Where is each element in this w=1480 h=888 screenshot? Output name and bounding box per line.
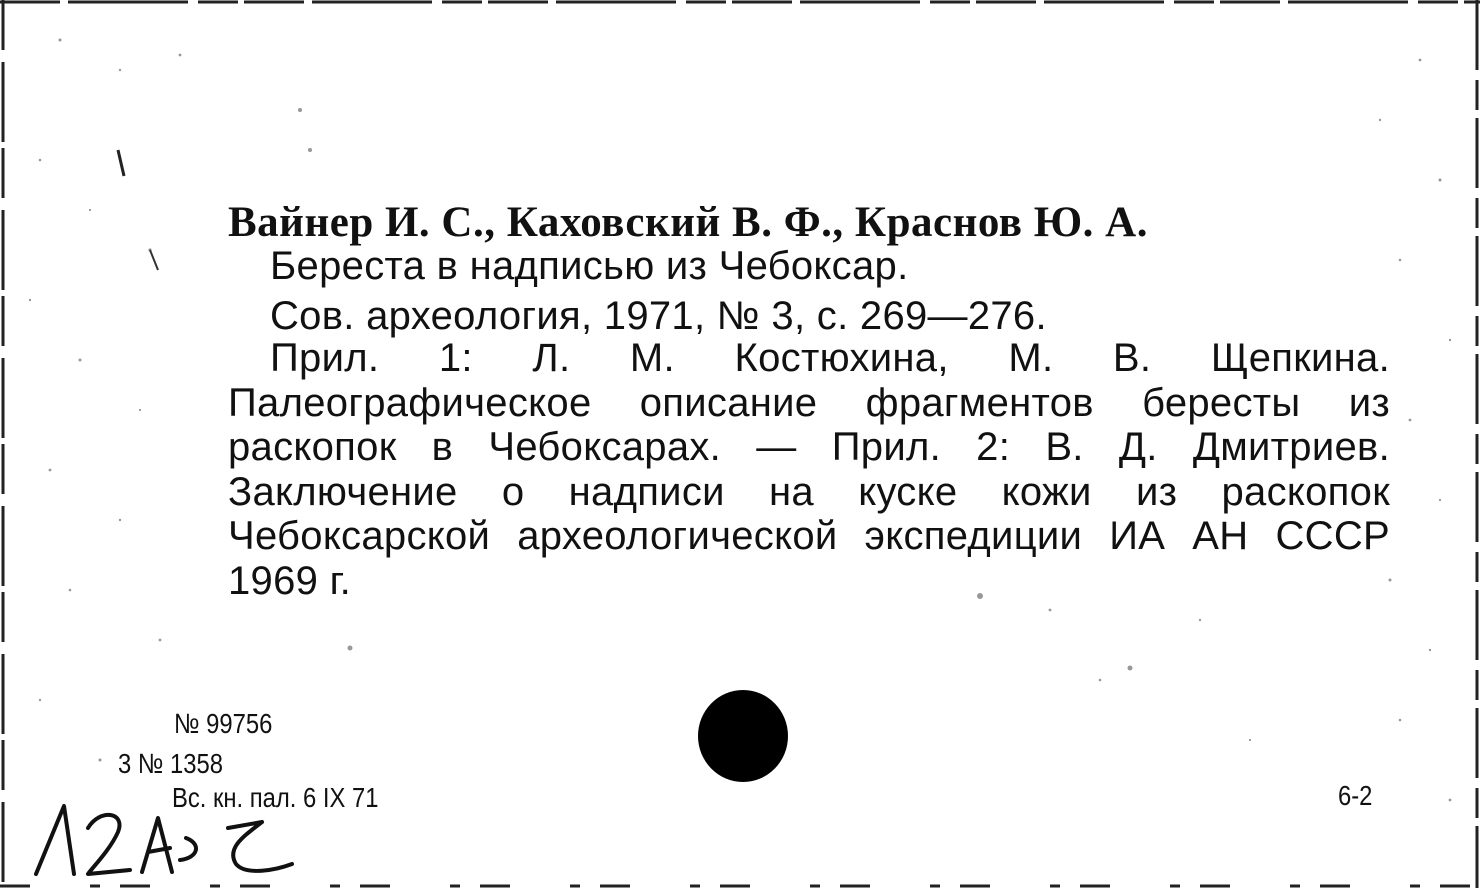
handwritten-shelfmark [30, 798, 300, 882]
card-annotation: Прил. 1: Л. М. Костюхина, М. В. Щепкина. Палеографическое описание фрагментов бересты из раскопок в Чебоксарах. — Прил. 2: В. Д. Дмитриев. Заключение о надписи на куске кожи из раскопок Чебоксарской археологической экспедиции ИА АН СССР 1969 г. [228, 336, 1390, 603]
card-code: 6-2 [1338, 780, 1373, 811]
card-authors: Вайнер И. С., Каховский В. Ф., Краснов Ю. А. [228, 199, 1148, 246]
card-source: Сов. археология, 1971, № 3, с. 269—276. [270, 294, 1047, 338]
order-number: 3 № 1358 [118, 748, 223, 779]
punch-hole [698, 690, 788, 782]
record-number: № 99756 [174, 708, 273, 739]
accession-note: Вс. кн. пал. 6 IX 71 [172, 782, 379, 813]
card-title: Береста в надписью из Чебоксар. [270, 244, 909, 288]
